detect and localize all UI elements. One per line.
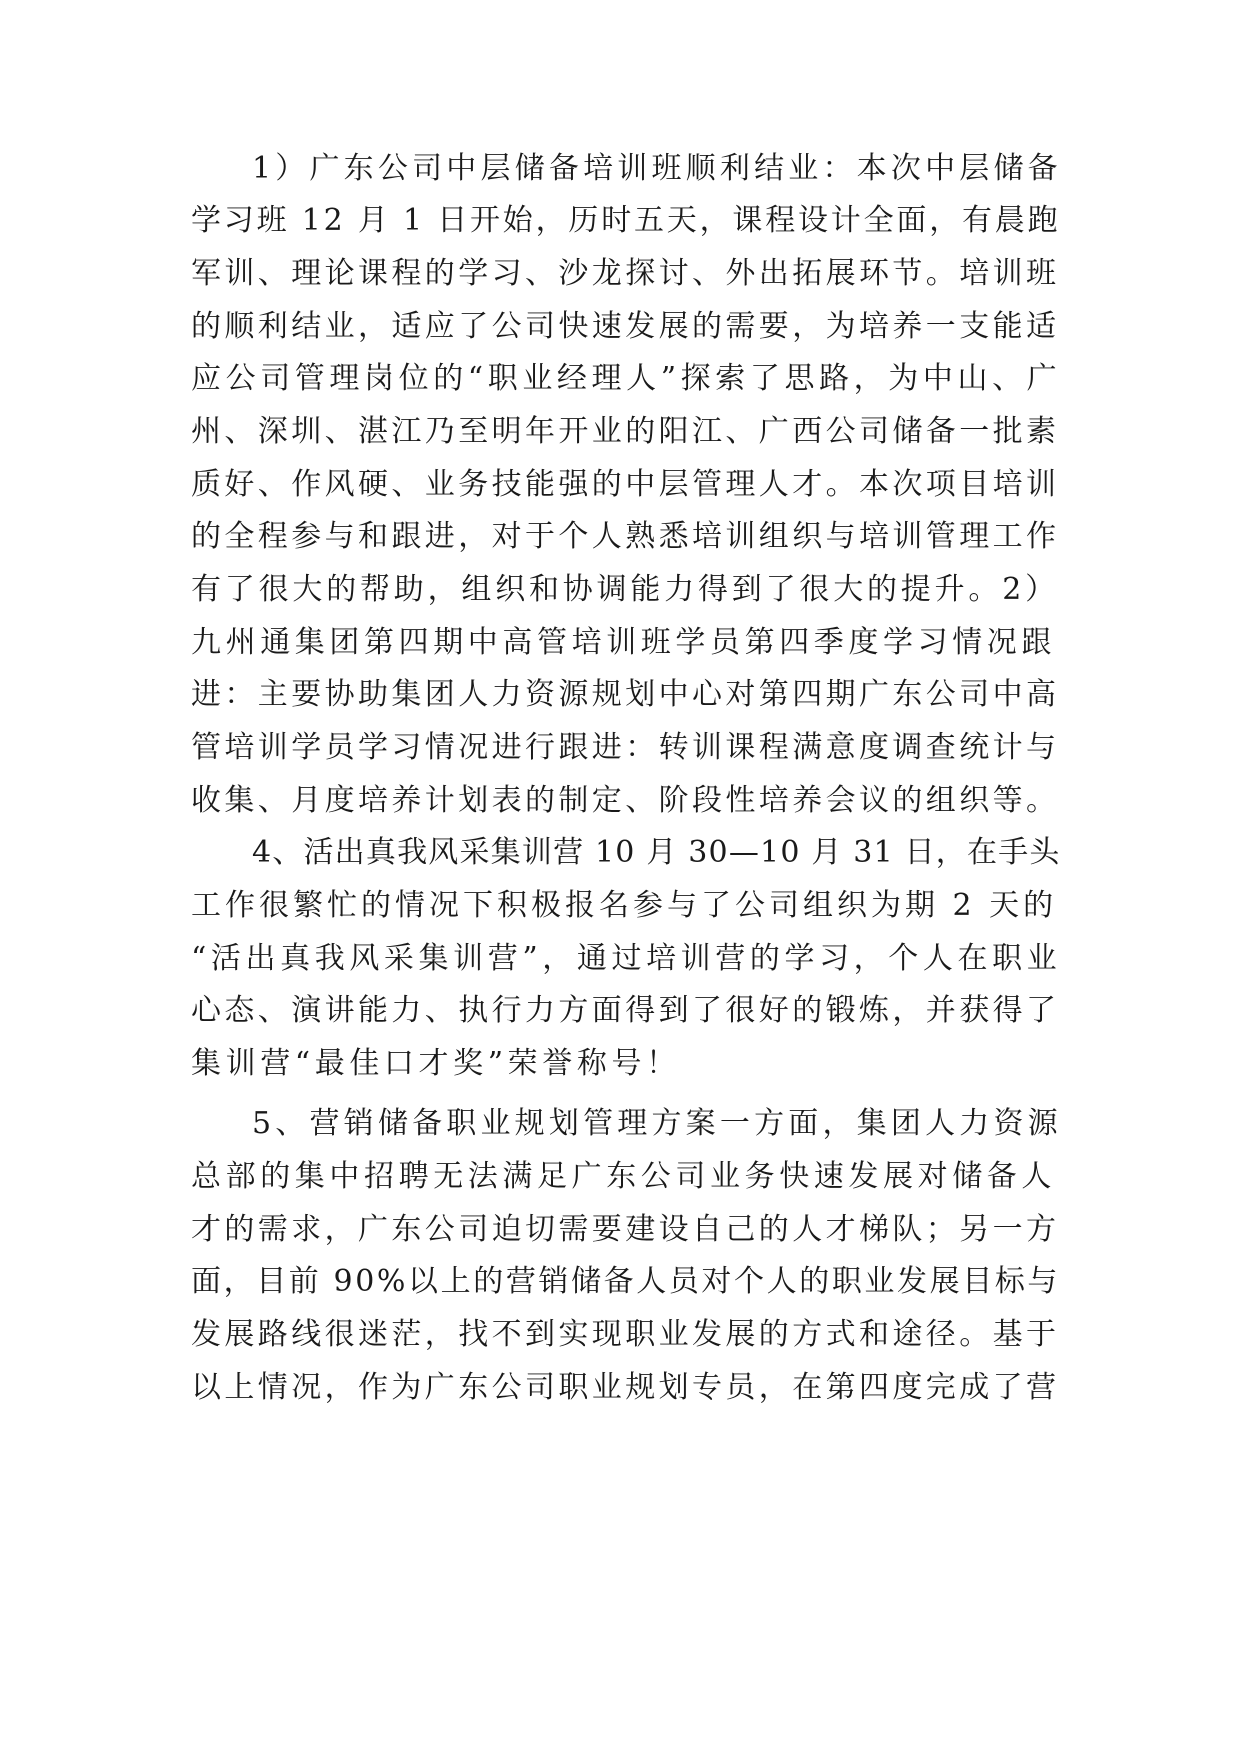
text-line: 的顺利结业，适应了公司快速发展的需要，为培养一支能适 — [191, 309, 1060, 344]
text-line: 进：主要协助集团人力资源规划中心对第四期广东公司中高 — [191, 677, 1060, 712]
text-line: 工作很繁忙的情况下积极报名参与了公司组织为期 2 天的 — [191, 888, 1058, 923]
text-line: 5、营销储备职业规划管理方案一方面，集团人力资源 — [252, 1106, 1062, 1141]
text-line: 1）广东公司中层储备培训班顺利结业：本次中层储备 — [252, 151, 1062, 186]
text-line: 的全程参与和跟进，对于个人熟悉培训组织与培训管理工作 — [191, 519, 1060, 554]
text-line: 4、活出真我风采集训营 10 月 30—10 月 31 日，在手头 — [252, 835, 1061, 870]
text-line: 州、深圳、湛江乃至明年开业的阳江、广西公司储备一批素 — [191, 414, 1060, 449]
text-line: 质好、作风硬、业务技能强的中层管理人才。本次项目培训 — [191, 467, 1060, 502]
text-line: 军训、理论课程的学习、沙龙探讨、外出拓展环节。培训班 — [191, 256, 1060, 291]
text-line: 面，目前 90%以上的营销储备人员对个人的职业发展目标与 — [191, 1264, 1061, 1299]
text-line: 以上情况，作为广东公司职业规划专员，在第四度完成了营 — [191, 1370, 1060, 1405]
text-line: 集训营“最佳口才奖”荣誉称号！ — [191, 1046, 681, 1081]
text-line: 九州通集团第四期中高管培训班学员第四季度学习情况跟 — [191, 625, 1056, 660]
text-line: 发展路线很迷茫，找不到实现职业发展的方式和途径。基于 — [191, 1317, 1060, 1352]
text-line: 应公司管理岗位的“职业经理人”探索了思路，为中山、广 — [191, 361, 1062, 396]
text-line: “活出真我风采集训营”，通过培训营的学习，个人在职业 — [191, 941, 1062, 976]
text-line: 管培训学员学习情况进行跟进：转训课程满意度调查统计与 — [191, 730, 1060, 765]
text-line: 收集、月度培养计划表的制定、阶段性培养会议的组织等。 — [191, 783, 1060, 818]
text-line: 才的需求，广东公司迫切需要建设自己的人才梯队；另一方 — [191, 1212, 1060, 1247]
text-line: 总部的集中招聘无法满足广东公司业务快速发展对储备人 — [191, 1159, 1056, 1194]
text-line: 学习班 12 月 1 日开始，历时五天，课程设计全面，有晨跑 — [191, 203, 1061, 238]
text-line: 有了很大的帮助，组织和协调能力得到了很大的提升。2） — [191, 572, 1059, 607]
text-line: 心态、演讲能力、执行力方面得到了很好的锻炼，并获得了 — [191, 993, 1060, 1028]
